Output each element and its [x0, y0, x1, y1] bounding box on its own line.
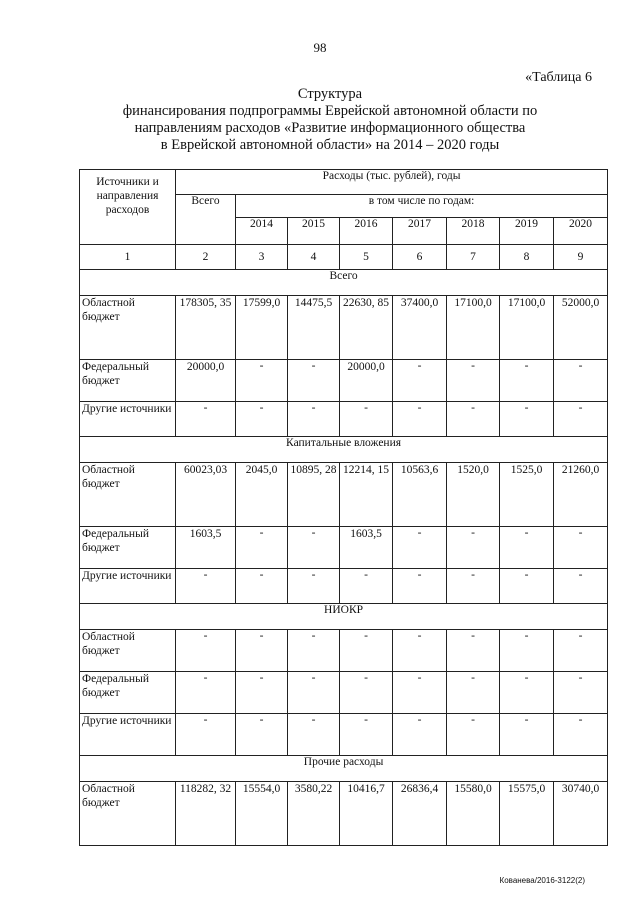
value-cell: - [447, 630, 500, 672]
header-year: 2014 [236, 218, 288, 245]
source-label: Областной бюджет [80, 782, 176, 846]
value-cell: 2045,0 [236, 463, 288, 527]
header-source: Источники и направления расходов [80, 170, 176, 245]
col-number: 5 [340, 245, 393, 270]
value-cell: 1520,0 [447, 463, 500, 527]
value-cell: - [288, 630, 340, 672]
value-cell: - [447, 672, 500, 714]
table-row [80, 527, 608, 569]
table-row [80, 569, 608, 604]
value-cell: - [447, 402, 500, 437]
value-cell: 10416,7 [340, 782, 393, 846]
title-line: направлениям расходов «Развитие информационного общества [134, 120, 526, 136]
value-cell: - [340, 402, 393, 437]
col-number: 7 [447, 245, 500, 270]
col-number: 3 [236, 245, 288, 270]
value-cell: - [500, 714, 554, 756]
source-label: Федеральный бюджет [80, 360, 176, 402]
value-cell: - [393, 672, 447, 714]
header-year: 2020 [554, 218, 608, 245]
title-line: Структура [297, 86, 363, 102]
source-label: Другие источники [80, 714, 176, 756]
source-label: Областной бюджет [80, 296, 176, 360]
table-row [80, 782, 608, 846]
value-cell: - [176, 672, 236, 714]
value-cell: 15575,0 [500, 782, 554, 846]
value-cell: - [500, 630, 554, 672]
value-cell: 118282, 32 [176, 782, 236, 846]
value-cell: 10895, 28 [288, 463, 340, 527]
section-header: Капитальные вложения [80, 437, 608, 463]
table-row [80, 463, 608, 527]
source-label: Областной бюджет [80, 463, 176, 527]
value-cell: 17100,0 [447, 296, 500, 360]
header-year: 2015 [288, 218, 340, 245]
value-cell: - [393, 714, 447, 756]
table-row [80, 672, 608, 714]
value-cell: 1603,5 [176, 527, 236, 569]
value-cell: - [447, 527, 500, 569]
value-cell: 12214, 15 [340, 463, 393, 527]
value-cell: - [393, 630, 447, 672]
value-cell: 1525,0 [500, 463, 554, 527]
value-cell: 20000,0 [176, 360, 236, 402]
value-cell: - [393, 569, 447, 604]
value-cell: - [176, 569, 236, 604]
value-cell: - [500, 569, 554, 604]
value-cell: - [554, 360, 608, 402]
value-cell: 15554,0 [236, 782, 288, 846]
value-cell: 178305, 35 [176, 296, 236, 360]
value-cell: - [236, 527, 288, 569]
value-cell: - [393, 402, 447, 437]
footer-code: Кованева/2016-3122(2) [499, 876, 585, 885]
value-cell: 30740,0 [554, 782, 608, 846]
header-year: 2016 [340, 218, 393, 245]
header-expenses: Расходы (тыс. рублей), годы [176, 170, 608, 195]
value-cell: - [554, 402, 608, 437]
col-number: 8 [500, 245, 554, 270]
value-cell: - [288, 569, 340, 604]
header-year: 2018 [447, 218, 500, 245]
value-cell: - [340, 714, 393, 756]
section-header: Всего [80, 270, 608, 296]
table-reference: «Таблица 6 [525, 70, 592, 85]
value-cell: - [500, 402, 554, 437]
value-cell: 1603,5 [340, 527, 393, 569]
value-cell: - [393, 360, 447, 402]
value-cell: - [288, 402, 340, 437]
source-label: Федеральный бюджет [80, 672, 176, 714]
value-cell: 10563,6 [393, 463, 447, 527]
value-cell: - [340, 672, 393, 714]
value-cell: 52000,0 [554, 296, 608, 360]
value-cell: - [447, 569, 500, 604]
value-cell: - [236, 402, 288, 437]
value-cell: - [554, 527, 608, 569]
value-cell: - [500, 360, 554, 402]
value-cell: 21260,0 [554, 463, 608, 527]
source-label: Федеральный бюджет [80, 527, 176, 569]
document-title [80, 86, 580, 154]
section-header: Прочие расходы [80, 756, 608, 782]
title-line: финансирования подпрограммы Еврейской автономной области по [122, 103, 538, 119]
page-number: 98 [313, 40, 327, 55]
value-cell: - [393, 527, 447, 569]
value-cell: - [236, 630, 288, 672]
table-row [80, 296, 608, 360]
header-year: 2019 [500, 218, 554, 245]
col-number: 2 [176, 245, 236, 270]
value-cell: - [176, 402, 236, 437]
value-cell: - [288, 714, 340, 756]
section-header: НИОКР [80, 604, 608, 630]
table-row [80, 714, 608, 756]
source-label: Другие источники [80, 402, 176, 437]
col-number: 4 [288, 245, 340, 270]
source-label: Другие источники [80, 569, 176, 604]
value-cell: - [340, 569, 393, 604]
header-by-years: в том числе по годам: [236, 195, 608, 218]
value-cell: - [447, 360, 500, 402]
source-label: Областной бюджет [80, 630, 176, 672]
value-cell: 3580,22 [288, 782, 340, 846]
table-row [80, 360, 608, 402]
value-cell: - [236, 569, 288, 604]
value-cell: 60023,03 [176, 463, 236, 527]
header-total: Всего [176, 195, 236, 245]
value-cell: 17599,0 [236, 296, 288, 360]
value-cell: - [447, 714, 500, 756]
value-cell: - [288, 672, 340, 714]
value-cell: 22630, 85 [340, 296, 393, 360]
value-cell: - [176, 630, 236, 672]
value-cell: - [236, 672, 288, 714]
value-cell: - [500, 527, 554, 569]
value-cell: - [554, 714, 608, 756]
value-cell: - [176, 714, 236, 756]
table-row [80, 630, 608, 672]
table-row [80, 402, 608, 437]
col-number: 6 [393, 245, 447, 270]
col-number: 1 [80, 245, 176, 270]
value-cell: - [288, 360, 340, 402]
value-cell: - [288, 527, 340, 569]
value-cell: - [340, 630, 393, 672]
value-cell: - [554, 672, 608, 714]
value-cell: 37400,0 [393, 296, 447, 360]
value-cell: 14475,5 [288, 296, 340, 360]
financing-table [79, 169, 608, 846]
header-year: 2017 [393, 218, 447, 245]
value-cell: 20000,0 [340, 360, 393, 402]
col-number: 9 [554, 245, 608, 270]
value-cell: - [500, 672, 554, 714]
value-cell: 26836,4 [393, 782, 447, 846]
value-cell: - [554, 630, 608, 672]
value-cell: 17100,0 [500, 296, 554, 360]
title-line: в Еврейской автономной области» на 2014 – 2020 годы [160, 137, 500, 153]
value-cell: - [236, 714, 288, 756]
value-cell: - [236, 360, 288, 402]
value-cell: 15580,0 [447, 782, 500, 846]
value-cell: - [554, 569, 608, 604]
